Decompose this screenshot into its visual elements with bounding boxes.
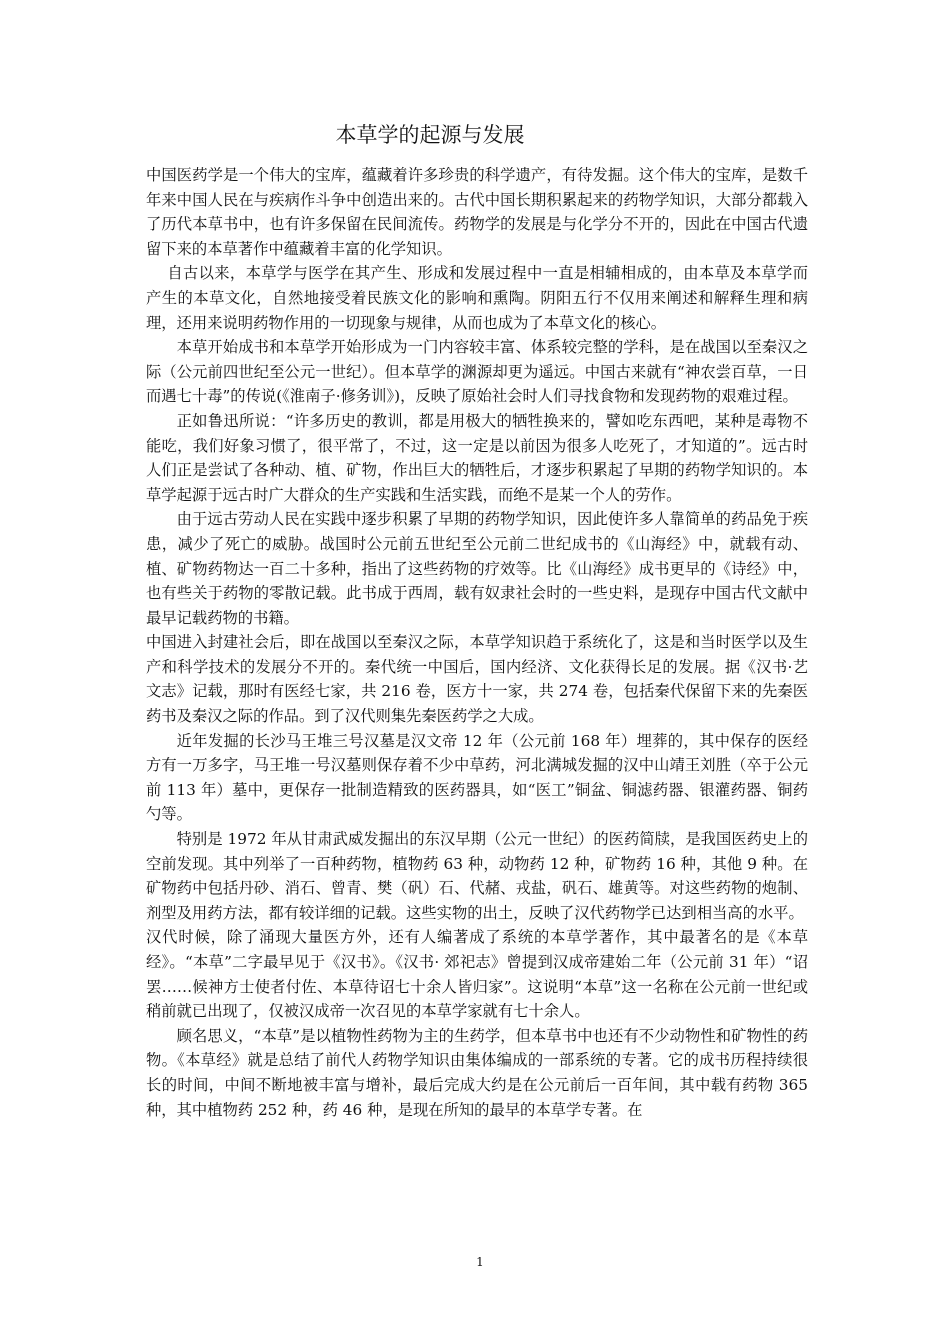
paragraph: 中国医药学是一个伟大的宝库，蕴藏着许多珍贵的科学遗产，有待发掘。这个伟大的宝库，是数千年来中国人民在与疾病作斗争中创造出来的。古代中国长期积累起来的药物学知识，大部分都载入了历代本草书中，也有许多保留在民间流传。药物学的发展是与化学分不开的，因此在中国古代遗留下来的本草著作中蕴藏着丰富的化学知识。 <box>146 166 808 258</box>
paragraph: 汉代时候，除了涌现大量医方外，还有人编著成了系统的本草学著作，其中最著名的是《本草经》。“本草”二字最早见于《汉书》。《汉书· 郊祀志》曾提到汉成帝建始二年（公元前 31 年）“诏罢……候神方士使者付佐、本草待诏七十余人皆归家”。这说明“本草”这一名称在公元前一世纪或稍前就已出现了，仅被汉成帝一次召见的本草学家就有七十余人。 <box>146 928 808 1021</box>
paragraph: 近年发掘的长沙马王堆三号汉墓是汉文帝 12 年（公元前 168 年）埋葬的，其中保存的医经方有一万多字，马王堆一号汉墓则保存着不少中草药，河北满城发掘的汉中山靖王刘胜（卒于公元前 113 年）墓中，更保存一批制造精致的医药器具，如“医工”铜盆、铜滤药器、银灌药器、铜药勺等。 <box>146 731 808 824</box>
paragraph: 特别是 1972 年从甘肃武威发掘出的东汉早期（公元一世纪）的医药简牍，是我国医药史上的空前发现。其中列举了一百种药物，植物药 63 种，动物药 12 种，矿物药 16 种，其他 9 种。在矿物药中包括丹砂、消石、曾青、樊（矾）石、代赭、戎盐，矾石、雄黄等。对这些药物的炮制、剂型及用药方法，都有较详细的记载。这些实物的出土，反映了汉代药物学已达到相当高的水平。 <box>146 830 808 922</box>
paragraph: 由于远古劳动人民在实践中逐步积累了早期的药物学知识，因此使许多人靠简单的药品免于疾患，减少了死亡的威胁。战国时公元前五世纪至公元前二世纪成书的《山海经》中，就载有动、植、矿物药物达一百二十多种，指出了这些药物的疗效等。比《山海经》成书更早的《诗经》中，也有些关于药物的零散记载。此书成于西周，载有奴隶社会时的一些史料，是现存中国古代文献中最早记载药物的书籍。 <box>146 510 808 627</box>
page-title: 本草学的起源与发展 <box>335 123 525 147</box>
paragraph: 自古以来，本草学与医学在其产生、形成和发展过程中一直是相辅相成的，由本草及本草学而产生的本草文化，自然地接受着民族文化的影响和熏陶。阴阳五行不仅用来阐述和解释生理和病理，还用来说明药物作用的一切现象与规律，从而也成为了本草文化的核心。 <box>146 264 808 332</box>
paragraph: 本草开始成书和本草学开始形成为一门内容较丰富、体系较完整的学科，是在战国以至秦汉之际（公元前四世纪至公元一世纪）。但本草学的渊源却更为遥远。中国古来就有“神农尝百草，一日而遇七十毒”的传说(《淮南子·修务训》)，反映了原始社会时人们寻找食物和发现药物的艰难过程。 <box>146 338 808 406</box>
page-number: 1 <box>476 1255 484 1269</box>
paragraph: 正如鲁迅所说：“许多历史的教训，都是用极大的牺牲换来的，譬如吃东西吧，某种是毒物不能吃，我们好象习惯了，很平常了，不过，这一定是以前因为很多人吃死了，才知道的”。远古时人们正是尝试了各种动、植、矿物，作出巨大的牺牲后，才逐步积累起了早期的药物学知识的。本草学起源于远古时广大群众的生产实践和生活实践，而绝不是某一个人的劳作。 <box>146 411 808 504</box>
paragraph: 中国进入封建社会后，即在战国以至秦汉之际，本草学知识趋于系统化了，这是和当时医学以及生产和科学技术的发展分不开的。秦代统一中国后，国内经济、文化获得长足的发展。据《汉书·艺文志》记载，那时有医经七家，共 216 卷，医方十一家，共 274 卷，包括秦代保留下来的先秦医药书及秦汉之际的作品。到了汉代则集先秦医药学之大成。 <box>146 633 808 726</box>
body-text <box>146 163 808 1122</box>
paragraph: 顾名思义，“本草”是以植物性药物为主的生药学，但本草书中也还有不少动物性和矿物性的药物。《本草经》就是总结了前代人药物学知识由集体编成的一部系统的专著。它的成书历程持续很长的时间，中间不断地被丰富与增补，最后完成大约是在公元前后一百年间，其中载有药物 365 种，其中植物药 252 种，药 46 种，是现在所知的最早的本草学专著。在 <box>146 1026 808 1119</box>
